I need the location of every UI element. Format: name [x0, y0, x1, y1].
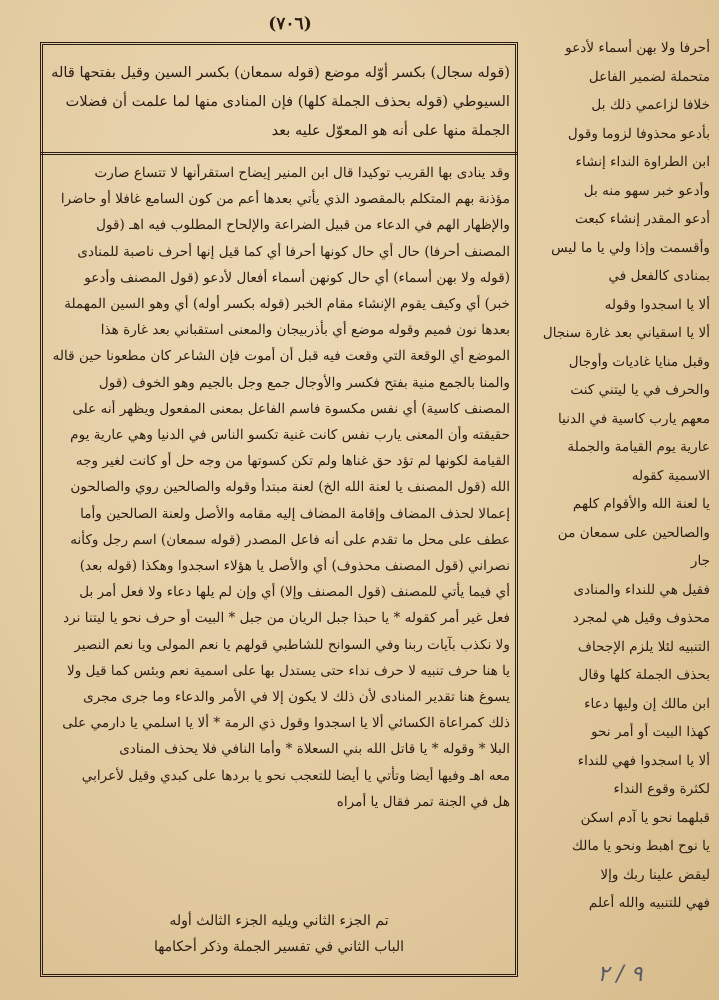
- margin-line: ألا يا اسجدوا فهي للنداء: [577, 752, 710, 769]
- margin-line: بمنادى كالفعل في: [608, 268, 710, 284]
- margin-line: معهم يارب كاسية في الدنيا: [557, 410, 710, 427]
- margin-line: لكثرة وقوع النداء: [613, 781, 710, 797]
- main-line: والمنا بالجمع منية بفتح فكسر والأوجال جمع وجل بالجيم وهو الخوف (قول: [98, 374, 510, 391]
- margin-line: أحرفا ولا بهن أسماء لأدعو: [565, 40, 710, 56]
- main-line: نصراني (قول المصنف محذوف) أي والأصل يا هؤلاء اسجدوا وهكذا (قوله بعد): [79, 558, 510, 575]
- margin-line: محذوف وقيل هي لمجرد: [572, 610, 710, 626]
- main-line: أي فيما يأتي للمصنف (قول المصنف وإلا) أي وإن لم يلها دعاء ولا فعل أمر بل: [79, 584, 510, 601]
- colophon-line: تم الجزء الثاني ويليه الجزء الثالث أوله: [169, 913, 389, 929]
- main-commentary: [48, 160, 510, 905]
- main-line: البلا * وقوله * يا قاتل الله بني السعلاة * وأما النافي فلا يحذف المنادى: [119, 741, 510, 758]
- margin-line: الاسمية كقوله: [631, 467, 710, 484]
- margin-line: يا لعنة الله والأقوام كلهم: [572, 496, 710, 512]
- margin-line: جار: [690, 553, 710, 569]
- main-line: الله (قول المصنف يا لعنة الله الخ) لعنة مبتدأ وقوله والصالحين روي والصالحون: [70, 479, 510, 496]
- margin-line: خلافا لزاعمي ذلك بل: [591, 97, 710, 113]
- margin-line: ليقض علينا ربك وإلا: [600, 866, 710, 883]
- margin-line: ابن الطراوة النداء إنشاء: [575, 154, 710, 170]
- main-line: الموضع أي الوقعة التي وقعت فيه قبل أن أموت فإن الشاعر كان مطعونا حين قاله: [52, 348, 510, 365]
- margin-line: فهي للتنبيه والله أعلم: [588, 895, 710, 911]
- margin-line: يا نوح اهبط ونحو يا مالك: [571, 838, 710, 854]
- margin-line: فقيل هي للنداء والمنادى: [573, 581, 710, 598]
- header-line: السيوطي (قوله بحذف الجملة كلها) فإن المنادى منها لما علمت أن فضلات: [65, 93, 510, 110]
- margin-line: أدعو المقدر إنشاء كبعت: [575, 211, 710, 227]
- margin-line: التنبيه لئلا يلزم الإجحاف: [577, 638, 710, 655]
- main-line: إعمالا لحذف المضاف وإقامة المضاف إليه مقامه والأصل ولعنة الصالحين وأما: [80, 505, 510, 522]
- main-line: المصنف أحرفا) حال أي حال كونها أحرفا أي كما قيل إنها أحرف ناصبة للمنادى: [77, 243, 510, 260]
- main-line: ولا نكذب بآيات ربنا وفي السوانح للشاطبي قولهم يا نعم المولى ويا نعم النصير: [74, 636, 510, 653]
- margin-line: بحذف الجملة كلها وقال: [578, 667, 710, 683]
- header-commentary: [48, 58, 510, 148]
- header-divider: [40, 152, 518, 155]
- main-line: بعدها نون فميم وقوله موضع أي بأذربيجان والمعنى استقباني بعد غارة هذا: [100, 322, 510, 339]
- margin-line: وأقسمت وإذا ولي يا ما ليس: [551, 239, 710, 256]
- main-line: مؤذنة بهم المتكلم بالمقصود الذي يأتي بعدها أعم من كون السامع غافلا أو حاضرا: [60, 191, 510, 208]
- margin-line: والحرف في يا ليتني كنت: [570, 382, 710, 398]
- margin-line: وقبل منايا غاديات وأوجال: [568, 353, 710, 370]
- main-line: يسوغ هنا تقدير المنادى لأن ذلك لا يكون إلا في الأمر والدعاء وما جرى مجرى: [83, 689, 510, 706]
- margin-line: بأدعو محذوفا لزوما وقول: [567, 125, 710, 142]
- main-line: يا هنا حرف تنبيه لا حرف نداء حتى يستدل بها على اسمية نعم وبئس كما قيل ولا: [67, 662, 510, 679]
- main-line: عطف على محل ما تقدم على أنه فاعل المصدر (قوله سمعان) اسم رجل وكأنه: [70, 531, 510, 548]
- main-line: القيامة لكونها لم تؤد حق غناها ولم تكن كسوتها من وجه حل أو كانت لغير وجه: [75, 453, 510, 470]
- margin-line: ألا يا اسقياني بعد غارة سنجال: [542, 325, 710, 341]
- margin-line: عارية يوم القيامة والجملة: [567, 439, 710, 455]
- main-line: (قوله ولا بهن أسماء) أي حال كونهن أسماء أفعال لأدعو (قول المصنف وأدعو: [84, 269, 510, 286]
- main-line: وقد ينادى بها القريب توكيدا قال ابن المنير إيضاح استقرأنها لا تتساع صارت: [94, 165, 510, 181]
- main-line: والإظهار الهم في الدعاء من قبيل الضراعة والإلحاح المطلوب فيه اهـ (قول: [96, 217, 510, 234]
- main-line: ذلك كمراعاة الكسائي ألا يا اسجدوا وقول ذي الرمة * ألا يا اسلمي يا دارمي على: [62, 715, 510, 732]
- main-line: هل في الجنة تمر فقال يا أمراه: [336, 793, 510, 810]
- main-line: المصنف كاسية) أي نفس مكسوة فاسم الفاعل بمعنى المفعول ويظهر أنه على: [72, 400, 510, 417]
- margin-line: ألا يا اسجدوا وقوله: [604, 296, 710, 313]
- margin-main-text: [524, 34, 710, 964]
- margin-line: كهذا البيت أو أمر نحو: [591, 724, 710, 740]
- colophon: [48, 908, 510, 970]
- margin-line: قبلهما نحو يا آدم اسكن: [580, 809, 710, 826]
- header-line: (قوله سجال) بكسر أوّله موضع (قوله سمعان) بكسر السين وقيل بفتحها قاله: [51, 64, 510, 81]
- margin-line: وأدعو خبر سهو منه بل: [583, 182, 710, 199]
- colophon-line: الباب الثاني في تفسير الجملة وذكر أحكامها: [153, 939, 405, 955]
- header-line: الجملة منها على أنه هو المعوّل عليه بعد: [271, 122, 510, 139]
- pencil-annotation: ٩ / ٢: [597, 962, 643, 987]
- main-line: فعل غير أمر كقوله * يا حبذا جبل الريان من جبل * البيت أو حرف نحو يا ليتنا نرد: [63, 610, 510, 627]
- margin-line: ابن مالك إن وليها دعاء: [584, 695, 710, 712]
- main-line: خبر) أي وكيف يقوم الإنشاء مقام الخبر (قوله بكسر أوله) أي وهو السين المهملة: [64, 296, 510, 313]
- margin-line: متحملة لضمير الفاعل: [588, 68, 710, 85]
- main-line: حقيقته وأن المعنى يارب نفس كانت غنية تكسو الناس في الدنيا وهي عارية يوم: [70, 427, 510, 444]
- page-number: (٧٠٦): [268, 14, 312, 34]
- main-line: معه اهـ وفيها أيضا وتأتي يا أيضا للتعجب نحو يا بردها على كبدي وقيل لأعرابي: [81, 767, 510, 784]
- margin-line: والصالحين على سمعان من: [557, 524, 710, 541]
